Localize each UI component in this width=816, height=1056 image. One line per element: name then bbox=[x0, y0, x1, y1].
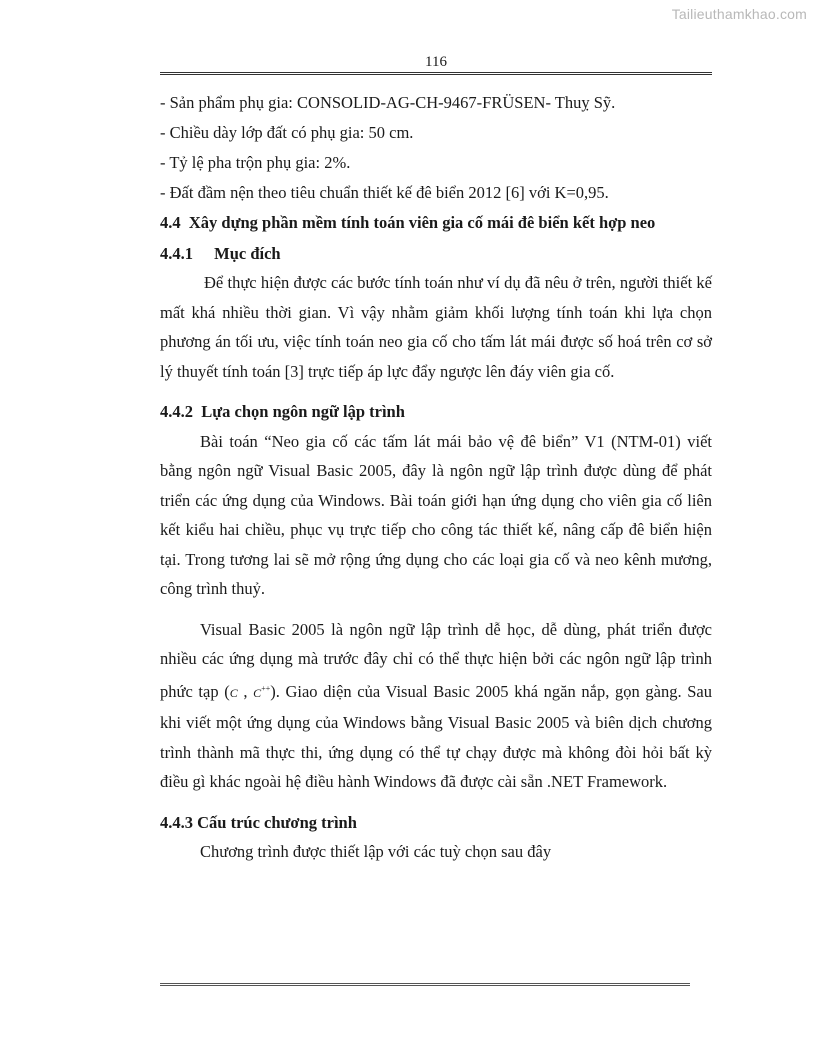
math-cpp-superscript: ++ bbox=[261, 683, 271, 693]
paragraph-text: ). Giao diện của Visual Basic 2005 khá ngăn nắp, gọn gàng. Sau khi viết một ứng dụng của Windows bằng Visual Basic 2005 và biên dịch chương trình thành mã thực thi, ứng dụng có thể tự chạy được mà không đòi hỏi bất kỳ điều gì khác ngoài hệ điều hành Windows đã được cài sẵn .NET Framework. bbox=[160, 681, 713, 791]
section-number: 4.4.1 bbox=[160, 243, 193, 263]
section-heading-4-4-2 bbox=[160, 397, 712, 427]
paragraph: Để thực hiện được các bước tính toán như ví dụ đã nêu ở trên, người thiết kế mất khá nhiều thời gian. Vì vậy nhằm giảm khối lượng tính toán khi lựa chọn phương án tối ưu, việc tính toán neo gia cố cho tấm lát mái được số hoá trên cơ sở lý thuyết tính toán [3] trực tiếp áp lực đẩy ngược lên đáy viên gia cố. bbox=[160, 273, 712, 381]
math-separator: , bbox=[237, 681, 254, 701]
list-item: - Tỷ lệ pha trộn phụ gia: 2%. bbox=[160, 153, 351, 172]
section-heading-4-4 bbox=[160, 208, 712, 238]
section-title: Xây dựng phần mềm tính toán viên gia cố mái đê biển kết hợp neo bbox=[188, 213, 656, 232]
paragraph-text: Visual Basic 2005 là ngôn ngữ lập trình dễ học, dễ dùng, phát triển được nhiều các ứng dụng mà trước đây chỉ có thể thực hiện bởi các ngôn ngữ lập trình phức tạp ( bbox=[160, 619, 712, 701]
document-body bbox=[160, 88, 712, 867]
section-title: Cấu trúc chương trình bbox=[197, 812, 357, 832]
section-title: Lựa chọn ngôn ngữ lập trình bbox=[201, 402, 405, 421]
section-heading-4-4-3 bbox=[160, 808, 712, 838]
section-number: 4.4.2 bbox=[160, 402, 193, 421]
header-rule bbox=[160, 72, 712, 75]
list-item: - Chiều dày lớp đất có phụ gia: 50 cm. bbox=[160, 123, 414, 142]
math-cpp: C bbox=[253, 685, 262, 700]
paragraph: Bài toán “Neo gia cố các tấm lát mái bảo vệ đê biển” V1 (NTM-01) viết bằng ngôn ngữ Visual Basic 2005, đây là ngôn ngữ lập trình được dùng để phát triển các ứng dụng của Windows. Bài toán giới hạn ứng dụng cho viên gia cố liên kết kiểu hai chiều, phục vụ trực tiếp cho công tác thiết kế, nâng cấp đê biển hiện tại. Trong tương lai sẽ mở rộng ứng dụng cho các loại gia cố và neo kênh mương, công trình thuỷ. bbox=[160, 431, 712, 598]
section-heading-4-4-1 bbox=[160, 239, 712, 269]
paragraph: Chương trình được thiết lập với các tuỳ chọn sau đây bbox=[200, 842, 552, 861]
watermark: Tailieuthamkhao.com bbox=[671, 6, 807, 22]
section-number: 4.4 bbox=[160, 213, 181, 232]
page-number: 116 bbox=[425, 54, 447, 70]
paragraph bbox=[160, 615, 712, 797]
footer-rule bbox=[160, 983, 690, 986]
list-item: - Đất đầm nện theo tiêu chuẩn thiết kế đê biển 2012 [6] với K=0,95. bbox=[160, 183, 609, 202]
list-item: - Sản phẩm phụ gia: CONSOLID-AG-CH-9467-FRÜSEN- Thuỵ Sỹ. bbox=[160, 93, 616, 112]
section-number: 4.4.3 bbox=[160, 812, 193, 832]
math-c: C bbox=[229, 685, 238, 700]
section-title: Mục đích bbox=[214, 243, 281, 263]
